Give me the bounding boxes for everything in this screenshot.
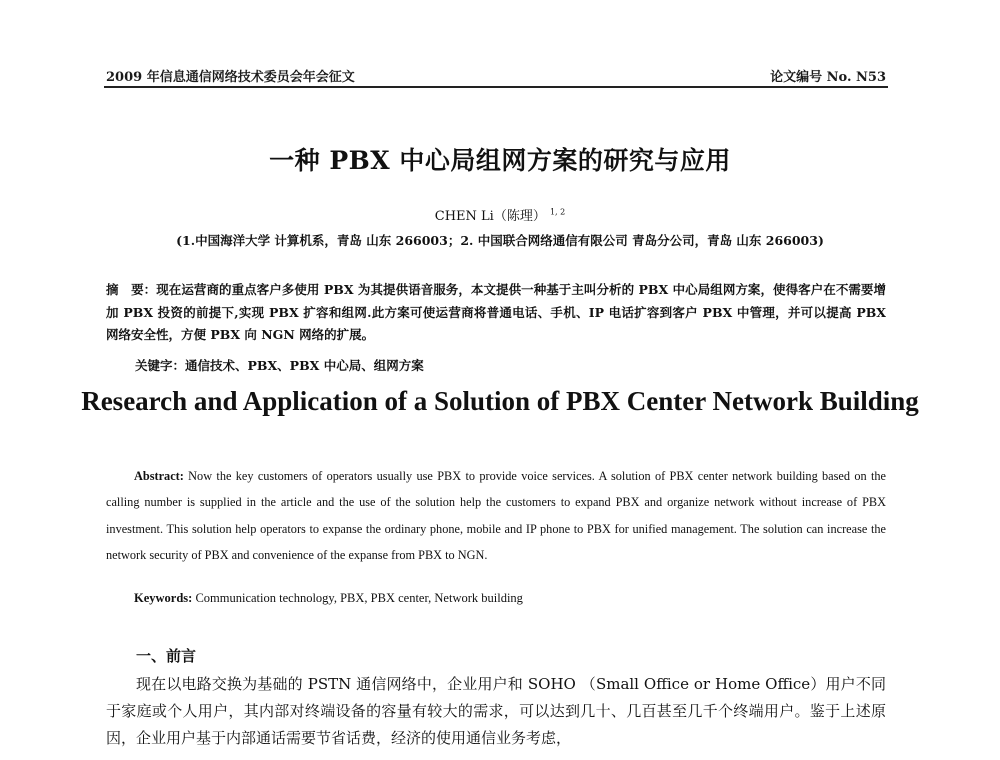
keywords-cn-label: 关键字：: [135, 358, 186, 373]
keywords-en-text: Communication technology, PBX, PBX center, Network building: [192, 591, 523, 605]
affiliation: (1.中国海洋大学 计算机系，青岛 山东 266003；2. 中国联合网络通信有限公司 青岛分公司，青岛 山东 266003): [176, 233, 824, 248]
author-line: [0, 205, 1000, 224]
abstract-en-label: Abstract:: [134, 469, 184, 483]
author-name: CHEN Li（陈理）: [434, 209, 546, 224]
paper-title-en: Research and Application of a Solution of PBX Center Network Building: [81, 386, 919, 416]
abstract-en: [106, 463, 886, 569]
keywords-cn: [135, 356, 885, 374]
abstract-cn: [106, 279, 886, 347]
abstract-en-text: Now the key customers of operators usually use PBX to provide voice services. A solution of PBX center network building based on the calling number is supplied in the article and the use of the solution help the customers to expand PBX and organize network without increase of PBX investment. This solution help operators to expanse the ordinary phone, mobile and IP phone to PBX for unified management. The solution can increase the network security of PBX and convenience of the expanse from PBX to NGN.: [106, 469, 886, 563]
header-conference: 2009 年信息通信网络技术委员会年会征文: [106, 70, 355, 85]
keywords-en: [134, 591, 884, 606]
header-rule: [104, 86, 888, 88]
abstract-cn-label: 摘 要：: [106, 282, 157, 297]
section-heading-introduction: 一、前言: [136, 647, 197, 665]
keywords-cn-text: 通信技术、PBX、PBX 中心局、组网方案: [185, 358, 424, 373]
paper-title-cn: 一种 PBX 中心局组网方案的研究与应用: [269, 146, 731, 175]
section-body-introduction: 现在以电路交换为基础的 PSTN 通信网络中，企业用户和 SOHO （Small Office or Home Office）用户不同于家庭或个人用户，其内部对终端设备的容量有较大的需求，可以达到几十、几百甚至几千个终端用户。鉴于上述原因，企业用户基于内部通话需要节省话费，经济的使用通信业务考虑，: [106, 675, 886, 747]
running-header: [106, 66, 886, 85]
abstract-cn-text: 现在运营商的重点客户多使用 PBX 为其提供语音服务，本文提供一种基于主叫分析的 PBX 中心局组网方案，使得客户在不需要增加 PBX 投资的前提下,实现 PBX 扩容和组网.此方案可使运营商将普通电话、手机、IP 电话扩容到客户 PBX 中管理，并可以提高 PBX 网络安全性，方便 PBX 向 NGN 网络的扩展。: [106, 282, 886, 342]
author-affil-marks: 1, 2: [549, 207, 566, 217]
header-paper-number: 论文编号 No. N53: [770, 70, 886, 85]
keywords-en-label: Keywords:: [134, 591, 193, 605]
